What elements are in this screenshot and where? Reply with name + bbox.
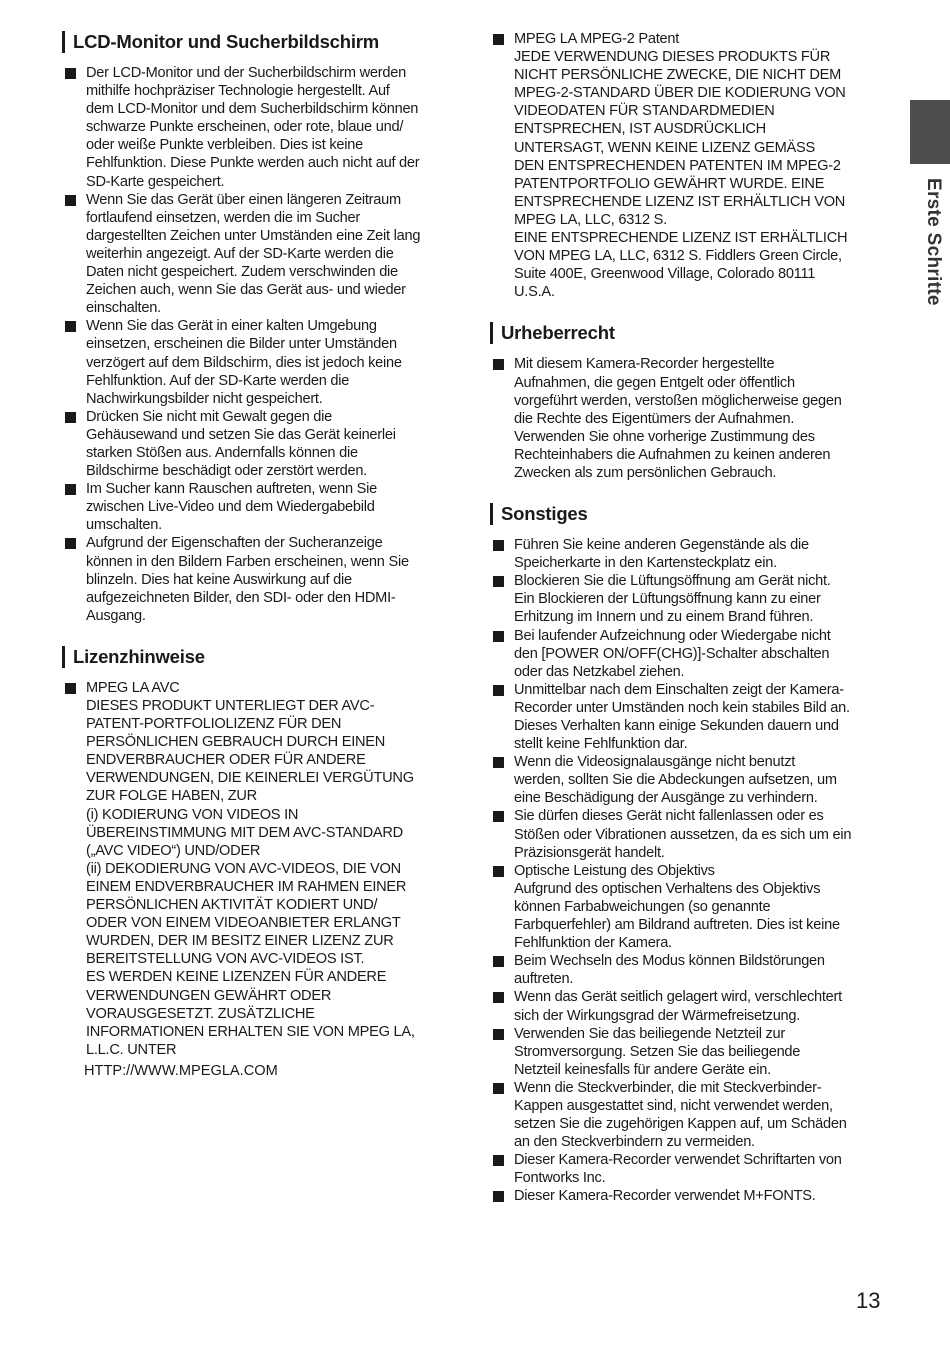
bullet-square-icon — [493, 1191, 504, 1202]
list-item — [62, 408, 460, 480]
section-heading — [490, 321, 888, 345]
list-item-text: Bei laufender Aufzeichnung oder Wiedergabe nicht den [POWER ON/OFF(CHG)]-Schalter abschalten oder das Netzkabel ziehen. — [514, 627, 831, 680]
section-heading — [62, 30, 460, 54]
bullet-square-icon — [493, 1029, 504, 1040]
bullet-square-icon — [493, 631, 504, 642]
heading-text: Sonstiges — [501, 503, 588, 525]
section-heading — [490, 502, 888, 526]
bullet-square-icon — [493, 1083, 504, 1094]
list-item — [62, 480, 460, 534]
list-item — [490, 1025, 888, 1079]
section-other — [490, 502, 888, 1205]
heading-bar — [490, 322, 493, 344]
section-lcd — [62, 30, 460, 625]
bullet-square-icon — [493, 811, 504, 822]
bullet-list — [62, 64, 460, 625]
list-item-text: Wenn die Videosignalausgänge nicht benutzt werden, sollten Sie die Abdeckungen aufsetzen, um eine Beschädigung der Ausgänge zu verhindern. — [514, 754, 837, 807]
list-item-text: Verwenden Sie das beiliegende Netzteil zur Stromversorgung. Setzen Sie das beiliegende Netzteil keinesfalls für andere Geräte ein. — [514, 1025, 801, 1078]
list-item-text: Optische Leistung des Objektivs Aufgrund des optischen Verhaltens des Objektivs können Farbabweichungen (so genannte Farbquerfehler) am Bildrand auftreten. Dies ist keine Fehlfunktion der Kamera. — [514, 862, 840, 952]
heading-text: Urheberrecht — [501, 322, 615, 344]
bullet-square-icon — [65, 321, 76, 332]
page-number: 13 — [856, 1288, 881, 1313]
license-url: HTTP://WWW.MPEGLA.COM — [84, 1062, 278, 1079]
list-item-text: Blockieren Sie die Lüftungsöffnung am Gerät nicht. Ein Blockieren der Lüftungsöffnung kann zu einer Erhitzung im Innern und zu einem Brand führen. — [514, 573, 831, 626]
list-item-text: Wenn Sie das Gerät über einen längeren Zeitraum fortlaufend einsetzen, werden die im Sucher dargestellten Zeichen unter Umständen eine Zeit lang weiterhin angezeigt. Auf der SD-Karte werden die Daten nicht gespeichert. Zudem verschwinden die Zeichen auch, wenn Sie das Gerät aus- und wieder einschalten. — [86, 191, 421, 317]
bullet-square-icon — [493, 1155, 504, 1166]
bullet-list — [62, 679, 460, 1059]
list-item — [490, 862, 888, 952]
list-item — [490, 681, 888, 753]
bullet-list — [490, 30, 888, 301]
list-item-text: Wenn die Steckverbinder, die mit Steckverbinder- Kappen ausgestattet sind, nicht verwendet werden, setzen Sie die zugehörigen Kappen auf, um Schäden an den Steckverbindern zu vermeiden. — [514, 1079, 847, 1151]
bullet-list — [490, 355, 888, 482]
section-heading — [62, 645, 460, 669]
bullet-square-icon — [65, 412, 76, 423]
bullet-square-icon — [493, 866, 504, 877]
list-item-text: Wenn Sie das Gerät in einer kalten Umgebung einsetzen, erscheinen die Bilder unter Umständen verzögert auf dem Bildschirm, dies ist jedoch keine Fehlfunktion. Auf der SD-Karte werden die Nachwirkungsbilder nicht gespeichert. — [86, 318, 402, 407]
heading-bar — [62, 646, 65, 668]
list-item — [62, 191, 460, 318]
heading-bar — [62, 31, 65, 53]
section-license — [62, 645, 460, 1080]
chapter-label: Erste Schritte — [923, 178, 944, 306]
list-item-text: Wenn das Gerät seitlich gelagert wird, verschlechtert sich der Wirkungsgrad der Wärmefreisetzung. — [514, 989, 842, 1024]
list-item — [490, 627, 888, 681]
list-item-text: Im Sucher kann Rauschen auftreten, wenn Sie zwischen Live-Video und dem Wiedergabebild umschalten. — [86, 481, 378, 534]
list-item-text: Der LCD-Monitor und der Sucherbildschirm werden mithilfe hochpräziser Technologie hergestellt. Auf dem LCD-Monitor und dem Sucherbildschirm können schwarze Punkte erscheinen, oder rote, blaue und/ oder weiße Punkte verbleiben. Dies ist keine Fehlfunktion. Diese Punkte werden auch nicht auf der SD-Karte gespeichert. — [86, 65, 420, 190]
list-item-text: Aufgrund der Eigenschaften der Sucheranzeige können in den Bildern Farben erscheinen, wenn Sie blinzeln. Dies hat keine Auswirkung auf die aufgezeichneten Bilder, den SDI- oder den HDMI- Ausgang. — [86, 535, 409, 624]
section-mpeg2 — [490, 30, 888, 301]
bullet-square-icon — [493, 956, 504, 967]
bullet-square-icon — [493, 576, 504, 587]
list-item — [490, 952, 888, 988]
heading-text: Lizenzhinweise — [73, 645, 205, 667]
list-item-text: Beim Wechseln des Modus können Bildstörungen auftreten. — [514, 953, 825, 988]
list-item-text: Dieser Kamera-Recorder verwendet M+FONTS. — [514, 1188, 816, 1205]
list-item — [62, 679, 460, 1059]
bullet-square-icon — [493, 757, 504, 768]
heading-text: LCD-Monitor und Sucherbildschirm — [73, 31, 380, 52]
bullet-square-icon — [65, 683, 76, 694]
list-item — [490, 1187, 888, 1205]
list-item — [490, 753, 888, 807]
list-item — [490, 30, 888, 301]
bullet-square-icon — [65, 195, 76, 206]
bullet-list — [490, 536, 888, 1205]
bullet-square-icon — [493, 34, 504, 45]
list-item — [490, 988, 888, 1024]
bullet-square-icon — [493, 992, 504, 1003]
bullet-square-icon — [65, 484, 76, 495]
heading-bar — [490, 503, 493, 525]
chapter-tab — [910, 100, 950, 164]
list-item — [490, 355, 888, 482]
bullet-square-icon — [493, 540, 504, 551]
list-item-text: Unmittelbar nach dem Einschalten zeigt der Kamera- Recorder unter Umständen noch kein stabiles Bild an. Dieses Verhalten kann einige Sekunden dauern und stellt keine Fehlfunktion dar. — [514, 681, 850, 753]
list-item-text: MPEG LA AVC DIESES PRODUKT UNTERLIEGT DER AVC- PATENT-PORTFOLIOLIZENZ FÜR DEN PERSÖNLICHEN GEBRAUCH DURCH EINEN ENDVERBRAUCHER ODER FÜR ANDERE VERWENDUNGEN, DIE KEINERLEI VERGÜTUNG ZUR FOLGE HABEN, ZUR (i) KODIERUNG VON VIDEOS IN ÜBEREINSTIMMUNG MIT DEM AVC-STANDARD („AVC VIDEO“) UND/ODER (ii) DEKODIERUNG VON AVC-VIDEOS, DIE VON EINEM ENDVERBRAUCHER IM RAHMEN EINER PERSÖNLICHEN AKTIVITÄT KODIERT UND/ ODER VON EINEM VIDEOANBIETER ERLANGT WURDEN, DER IM BESITZ EINER LIZENZ ZUR BEREITSTELLUNG VON AVC-VIDEOS IST. ES WERDEN KEINE LIZENZEN FÜR ANDERE VERWENDUNGEN GEWÄHRT ODER VORAUSGESETZT. ZUSÄTZLICHE INFORMATIONEN ERHALTEN SIE VON MPEG LA, L.L.C. UNTER — [86, 679, 415, 1058]
list-item-text: Mit diesem Kamera-Recorder hergestellte Aufnahmen, die gegen Entgelt oder öffentlich vorgeführt werden, verstoßen möglicherweise gegen die Rechte des Eigentümers der Aufnahmen. Verwenden Sie ohne vorherige Zustimmung des Rechteinhabers die Aufnahmen zu keinen anderen Zwecken als zum persönlichen Gebrauch. — [514, 356, 842, 481]
list-item-text: Sie dürfen dieses Gerät nicht fallenlassen oder es Stößen oder Vibrationen aussetzen, da es sich um ein Präzisionsgerät handelt. — [514, 808, 852, 861]
list-item — [490, 1079, 888, 1151]
list-item — [62, 64, 460, 191]
right-column — [490, 30, 888, 1226]
section-copyright — [490, 321, 888, 482]
list-item — [62, 317, 460, 407]
bullet-square-icon — [493, 359, 504, 370]
list-item — [490, 1151, 888, 1187]
list-item — [62, 534, 460, 624]
list-item-text: MPEG LA MPEG-2 Patent JEDE VERWENDUNG DIESES PRODUKTS FÜR NICHT PERSÖNLICHE ZWECKE, DIE NICHT DEM MPEG-2-STANDARD ÜBER DIE KODIERUNG VON VIDEODATEN FÜR STANDARDMEDIEN ENTSPRECHEN, IST AUSDRÜCKLICH UNTERSAGT, WENN KEINE LIZENZ GEMÄSS DEN ENTSPRECHENDEN PATENTEN IM MPEG-2 PATENTPORTFOLIO GEWÄHRT WURDE. EINE ENTSPRECHENDE LIZENZ IST ERHÄLTLICH VON MPEG LA, LLC, 6312 S. EINE ENTSPRECHENDE LIZENZ IST ERHÄLTLICH VON MPEG LA, LLC, 6312 S. Fiddlers Green Circle, Suite 400E, Greenwood Village, Colorado 80111 U.S.A. — [514, 31, 848, 301]
list-item-text: Drücken Sie nicht mit Gewalt gegen die Gehäusewand und setzen Sie das Gerät keinerlei starken Stößen aus. Andernfalls können die Bildschirme beschädigt oder zerstört werden. — [86, 408, 396, 480]
bullet-square-icon — [493, 685, 504, 696]
bullet-square-icon — [65, 68, 76, 79]
bullet-square-icon — [65, 538, 76, 549]
left-column — [62, 30, 460, 1100]
list-item — [490, 536, 888, 572]
list-item — [490, 572, 888, 626]
list-item-text: Führen Sie keine anderen Gegenstände als die Speicherkarte in den Kartensteckplatz ein. — [514, 537, 809, 572]
list-item-text: Dieser Kamera-Recorder verwendet Schriftarten von Fontworks Inc. — [514, 1152, 842, 1187]
list-item — [490, 807, 888, 861]
